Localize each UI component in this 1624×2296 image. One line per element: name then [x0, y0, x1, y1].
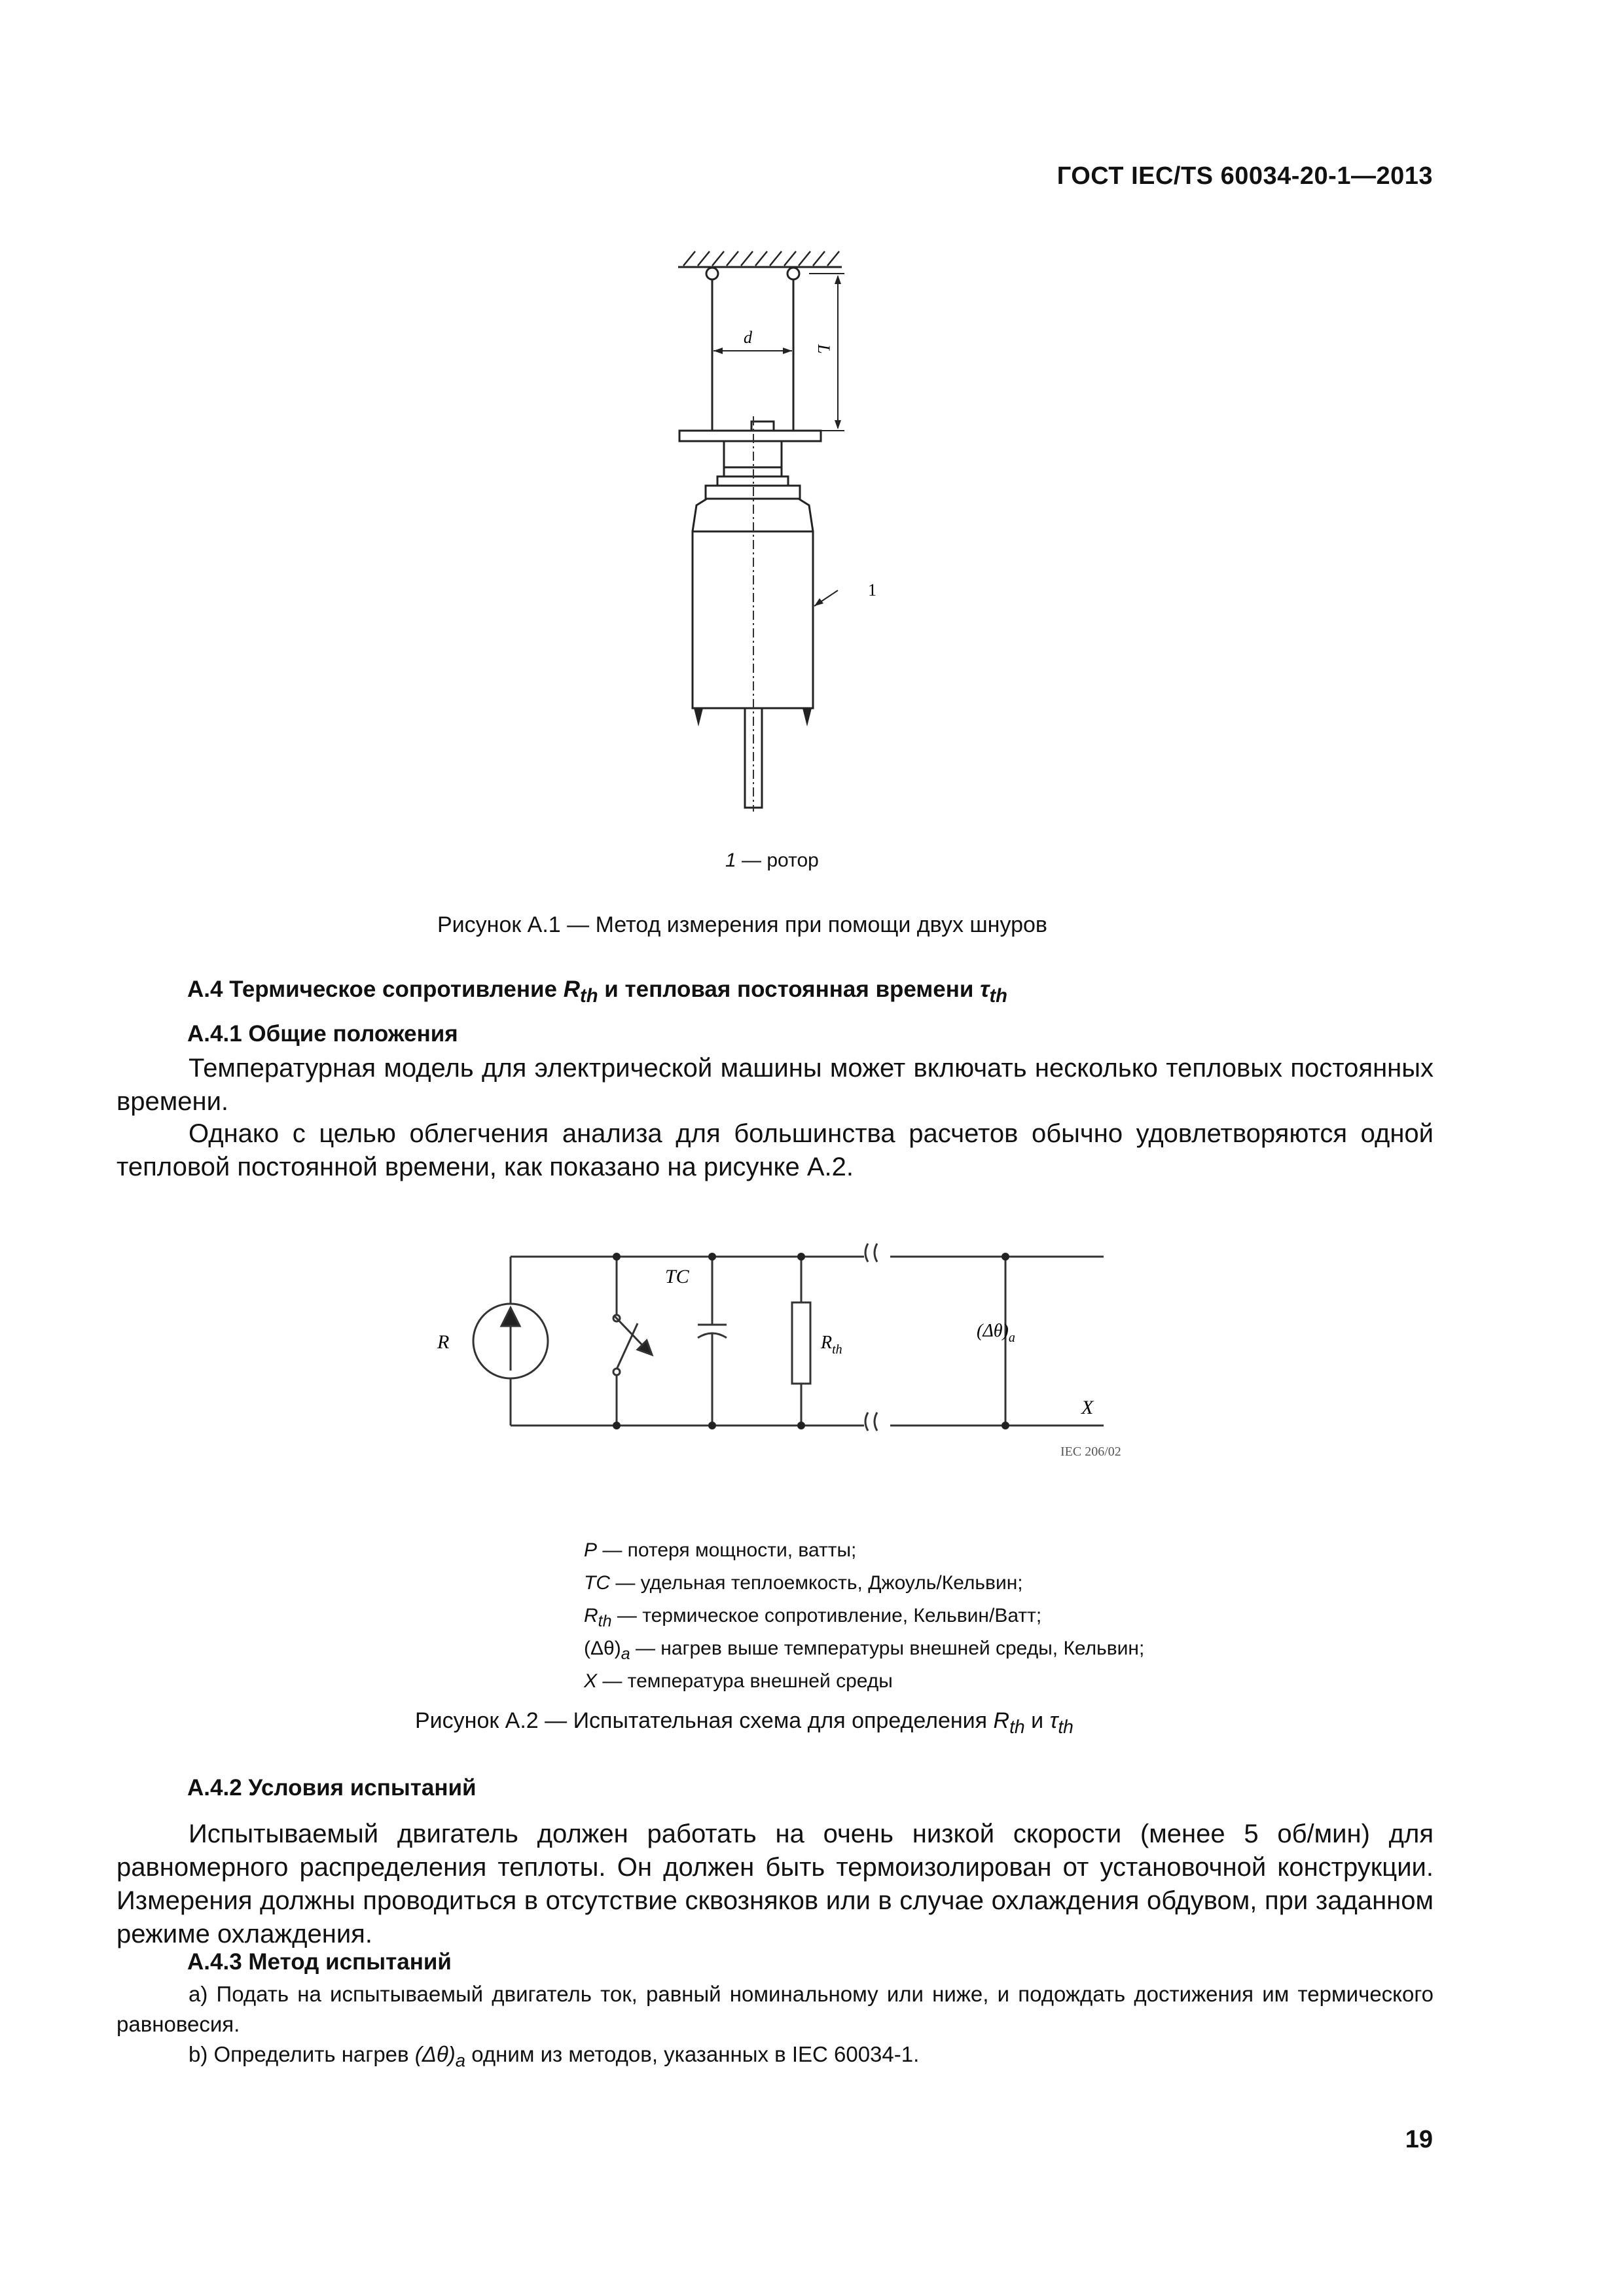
dimension-d-label: d	[744, 328, 752, 347]
source-label-R: R	[437, 1331, 450, 1353]
ambient-label-X: X	[1081, 1397, 1094, 1418]
figure-a1-legend: 1 — ротор	[725, 850, 819, 871]
section-a41-paragraph-1: Температурная модель для электрической машины может включать несколько тепловых постоянных времени.	[117, 1054, 1434, 1116]
figure-a2-legend	[584, 1537, 1144, 1700]
section-a43-heading: А.4.3 Метод испытаний	[187, 1949, 452, 1975]
section-a42-paragraph: Испытываемый двигатель должен работать на очень низкой скорости (менее 5 об/мин) для равномерного распределения теплоты. Он должен быть термоизолирован от установочной конструкции. Измерения должны проводиться в отсутствие сквозняков или в случае охлаждения обдувом, при заданном режиме охлаждения.	[117, 1820, 1434, 1948]
callout-1-label: 1	[868, 581, 876, 600]
legend-item: P — потеря мощности, ватты;	[584, 1539, 857, 1561]
figure-a1-drawing	[655, 249, 929, 812]
iec-code: IEC 206/02	[1060, 1444, 1121, 1459]
section-a43-item-a: а) Подать на испытываемый двигатель ток, равный номинальному или ниже, и подождать достижения им термического равновесия.	[117, 1982, 1434, 2036]
standard-header: ГОСТ IEC/TS 60034-20-1—2013	[1056, 162, 1433, 190]
section-a4-heading: А.4 Термическое сопротивление $R_{th}$ и тепловая постоянная времени $\tau_{th}$	[187, 977, 1007, 1007]
resistance-label-Rth: $R_{th}$	[821, 1333, 842, 1357]
figure-a2-caption: Рисунок А.2 — Испытательная схема для определения $R_{th}$ и $\tau_{th}$	[415, 1708, 1074, 1738]
dimension-L-label: L	[814, 344, 833, 354]
section-a43-item-b: b) Определить нагрев $(\Delta\theta)_a$ одним из методов, указанных в IEC 60034-1.	[189, 2042, 920, 2071]
legend-item: X — температура внешней среды	[584, 1670, 893, 1692]
figure-a2-circuit	[419, 1230, 1165, 1460]
section-a41-heading: А.4.1 Общие положения	[187, 1021, 458, 1047]
capacity-label-TC: TC	[665, 1266, 689, 1287]
temperature-rise-label: $(\Delta\theta)_a$	[977, 1321, 1015, 1345]
section-a41-paragraph-2: Однако с целью облегчения анализа для большинства расчетов обычно удовлетворяются одной тепловой постоянной времени, как показано на рисунке А.2.	[117, 1119, 1434, 1181]
legend-item: $R_{th}$ — термическое сопротивление, Кельвин/Ватт;	[584, 1605, 1042, 1630]
legend-item: TC — удельная теплоемкость, Джоуль/Кельвин;	[584, 1572, 1023, 1594]
figure-a1-caption: Рисунок А.1 — Метод измерения при помощи двух шнуров	[437, 912, 1047, 937]
legend-item: $(\Delta\theta)_a$ — нагрев выше температуры внешней среды, Кельвин;	[584, 1638, 1145, 1663]
section-a42-heading: А.4.2 Условия испытаний	[187, 1775, 477, 1801]
page-number: 19	[1405, 2126, 1433, 2153]
